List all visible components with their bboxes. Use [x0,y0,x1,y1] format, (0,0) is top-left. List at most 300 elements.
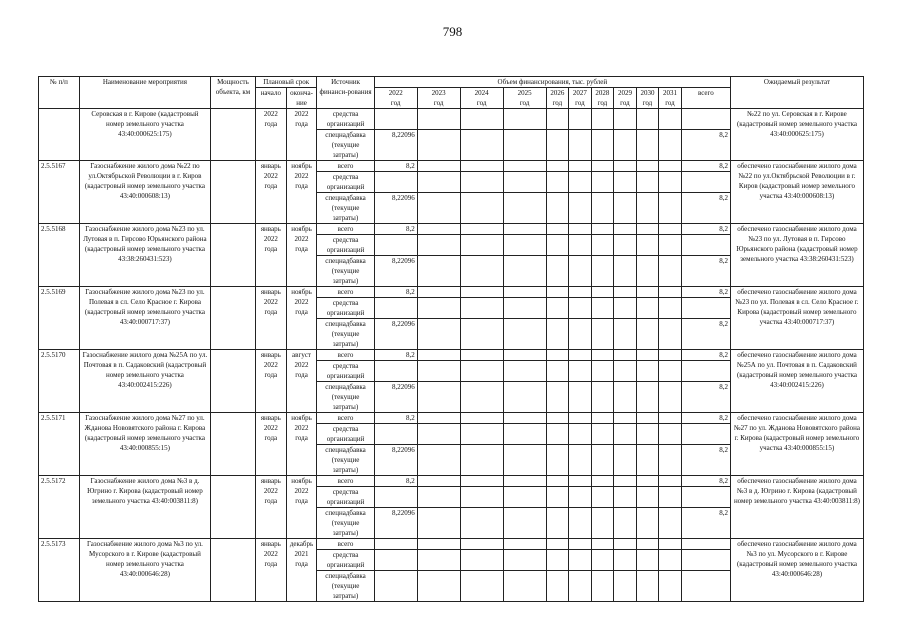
value-empty [503,235,546,256]
value-empty [503,130,546,161]
value-empty [546,298,569,319]
table-row [39,413,864,424]
value-empty [569,298,592,319]
value-empty [417,550,460,571]
value-empty [569,487,592,508]
value-total: 8,2 [681,224,730,235]
value-empty [659,539,682,550]
value-empty [636,130,659,161]
value-empty [659,172,682,193]
value-empty [503,298,546,319]
header-year-2025: 2025 [503,88,546,99]
row-term-end: декабрь 2021 года [286,539,317,602]
value-empty [591,508,614,539]
value-empty [460,161,503,172]
value-empty [503,550,546,571]
value-empty [659,224,682,235]
value-empty [546,235,569,256]
value-empty [503,413,546,424]
value-empty [546,382,569,413]
header-year-god: год [591,98,614,109]
value-empty [591,445,614,476]
value-empty [569,319,592,350]
header-year-2027: 2027 [569,88,592,99]
value-empty [636,287,659,298]
row-number [39,109,80,161]
value-empty [659,424,682,445]
value-empty [417,172,460,193]
value-2022 [374,424,417,445]
value-empty [636,476,659,487]
table-row [39,224,864,235]
row-source: средства организаций [317,550,374,571]
value-empty [417,256,460,287]
value-empty [503,172,546,193]
row-term-end: август 2022 года [286,350,317,413]
value-empty [659,161,682,172]
header-year-god: год [503,98,546,109]
value-empty [636,161,659,172]
value-empty [546,445,569,476]
value-empty [659,109,682,130]
row-result: обеспечено газоснабжение жилого дома №22 по ул.Октябрьской Революции в г. Киров (кадастровый номер земельного участка 43:40:000608:13) [730,161,863,224]
value-empty [417,287,460,298]
value-empty [591,130,614,161]
row-capacity [210,161,255,224]
value-2022 [374,487,417,508]
value-empty [546,161,569,172]
value-empty [460,193,503,224]
value-empty [614,350,637,361]
header-year-god: год [417,98,460,109]
header-source: Источник финанси-рования [317,77,374,109]
value-2022 [374,172,417,193]
value-empty [503,476,546,487]
value-2022: 8,2 [374,287,417,298]
value-empty [460,172,503,193]
value-2022: 8,2 [374,350,417,361]
value-empty [636,508,659,539]
value-empty [614,319,637,350]
value-empty [417,571,460,602]
table-row [39,161,864,172]
value-2022: 8,22096 [374,508,417,539]
value-empty [591,172,614,193]
value-empty [569,172,592,193]
value-empty [569,193,592,224]
value-empty [614,235,637,256]
value-empty [460,256,503,287]
value-total [681,550,730,571]
header-year-2026: 2026 [546,88,569,99]
value-empty [460,109,503,130]
value-total [681,235,730,256]
value-2022 [374,361,417,382]
row-source: всего [317,539,374,550]
value-empty [460,508,503,539]
row-term-end: ноябрь 2022 года [286,224,317,287]
value-empty [614,508,637,539]
value-empty [546,571,569,602]
value-empty [503,361,546,382]
row-name: Серовская в г. Кирове (кадастровый номер земельного участка 43:40:000625:175) [79,109,210,161]
row-term-start: январь 2022 года [255,413,286,476]
value-empty [591,193,614,224]
row-source: всего [317,350,374,361]
value-empty [659,350,682,361]
value-empty [614,361,637,382]
value-empty [460,550,503,571]
value-2022: 8,22096 [374,130,417,161]
value-empty [614,571,637,602]
value-empty [591,350,614,361]
value-total [681,109,730,130]
value-total [681,571,730,602]
row-number: 2.5.5170 [39,350,80,413]
header-year-2023: 2023 [417,88,460,99]
row-source: средства организаций [317,361,374,382]
row-result: обеспечено газоснабжение жилого дома №23 по ул. Лутовая в п. Гирсово Юрьянского района (кадастровый номер земельного участка 43:38:260431:523) [730,224,863,287]
value-empty [659,550,682,571]
row-number: 2.5.5169 [39,287,80,350]
value-empty [546,476,569,487]
value-2022 [374,571,417,602]
value-empty [460,130,503,161]
header-term: Плановый срок [255,77,316,88]
value-empty [569,256,592,287]
header-no: № п/п [39,77,80,109]
row-number: 2.5.5167 [39,161,80,224]
row-term-end: ноябрь 2022 года [286,287,317,350]
value-empty [460,413,503,424]
row-term-end: ноябрь 2022 года [286,476,317,539]
value-empty [659,193,682,224]
row-source: спецнадбавка (текущие затраты) [317,508,374,539]
row-result: обеспечено газоснабжение жилого дома №27 по ул. Жданова Нововятского района г. Кирова (кадастровый номер земельного участка 43:40:000855:15) [730,413,863,476]
value-total: 8,2 [681,161,730,172]
value-empty [614,550,637,571]
value-empty [614,224,637,235]
row-number: 2.5.5172 [39,476,80,539]
row-source: средства организаций [317,235,374,256]
value-2022: 8,22096 [374,445,417,476]
value-empty [569,476,592,487]
header-year-god: год [659,98,682,109]
value-empty [636,193,659,224]
row-name: Газоснабжение жилого дома №3 по ул. Мусорского в г. Кирове (кадастровый номер земельного участка 43:40:000646:28) [79,539,210,602]
value-empty [546,487,569,508]
value-empty [460,319,503,350]
value-empty [636,487,659,508]
row-term-end: ноябрь 2022 года [286,413,317,476]
value-empty [659,382,682,413]
value-empty [546,550,569,571]
row-result: обеспечено газоснабжение жилого дома №3 по ул. Мусорского в г. Кирове (кадастровый номер земельного участка 43:40:000646:28) [730,539,863,602]
row-source: всего [317,476,374,487]
value-empty [591,256,614,287]
value-empty [591,287,614,298]
value-empty [591,319,614,350]
value-2022: 8,2 [374,161,417,172]
row-source: средства организаций [317,109,374,130]
value-empty [546,508,569,539]
value-2022: 8,22096 [374,382,417,413]
value-2022: 8,2 [374,476,417,487]
value-empty [569,130,592,161]
value-empty [503,287,546,298]
header-term-end: оконча-ние [286,88,317,109]
financing-table [38,76,864,602]
value-empty [546,413,569,424]
header-name: Наименование мероприятия [79,77,210,109]
row-term-start: январь 2022 года [255,287,286,350]
value-empty [546,424,569,445]
value-empty [569,571,592,602]
value-empty [546,256,569,287]
value-empty [636,361,659,382]
value-empty [591,539,614,550]
row-result: обеспечено газоснабжение жилого дома №23 по ул. Полевая в сл. Село Красное г. Кирова (кадастровый номер земельного участка 43:40:000717:37) [730,287,863,350]
value-empty [503,224,546,235]
row-source: всего [317,413,374,424]
value-empty [460,487,503,508]
value-empty [591,224,614,235]
value-empty [614,172,637,193]
row-number: 2.5.5171 [39,413,80,476]
table-row [39,109,864,130]
value-empty [569,382,592,413]
value-empty [636,382,659,413]
value-empty [503,539,546,550]
value-empty [460,298,503,319]
value-empty [417,130,460,161]
value-2022 [374,235,417,256]
value-empty [614,476,637,487]
value-empty [417,161,460,172]
value-empty [460,571,503,602]
value-empty [659,361,682,382]
row-source: средства организаций [317,172,374,193]
header-capacity: Мощность объекта, км [210,77,255,109]
row-term-start: январь 2022 года [255,539,286,602]
value-empty [636,256,659,287]
header-volume: Объем финансирования, тыс. рублей [374,77,730,88]
value-empty [569,508,592,539]
value-2022 [374,550,417,571]
row-result: обеспечено газоснабжение жилого дома №25А по ул. Почтовая в п. Садаковский (кадастровый номер земельного участка 43:40:002415:226) [730,350,863,413]
value-empty [614,193,637,224]
value-total: 8,2 [681,508,730,539]
value-empty [659,287,682,298]
value-2022 [374,109,417,130]
value-empty [417,361,460,382]
row-term-start: январь 2022 года [255,350,286,413]
row-term-start: январь 2022 года [255,161,286,224]
header-year-2030: 2030 [636,88,659,99]
value-empty [591,361,614,382]
value-empty [460,361,503,382]
value-empty [417,508,460,539]
value-total [681,424,730,445]
value-2022 [374,298,417,319]
row-capacity [210,287,255,350]
row-source: всего [317,287,374,298]
value-empty [569,109,592,130]
value-empty [503,508,546,539]
row-source: спецнадбавка (текущие затраты) [317,571,374,602]
value-empty [591,109,614,130]
value-empty [591,382,614,413]
row-number: 2.5.5168 [39,224,80,287]
value-empty [591,413,614,424]
value-empty [503,109,546,130]
row-source: средства организаций [317,298,374,319]
row-name: Газоснабжение жилого дома №25А по ул. Почтовая в п. Садаковский (кадастровый номер земельного участка 43:40:002415:226) [79,350,210,413]
value-empty [546,539,569,550]
row-capacity [210,539,255,602]
row-source: спецнадбавка (текущие затраты) [317,319,374,350]
value-empty [460,382,503,413]
row-capacity [210,109,255,161]
value-empty [503,193,546,224]
value-empty [614,130,637,161]
value-empty [503,319,546,350]
row-source: спецнадбавка (текущие затраты) [317,193,374,224]
row-capacity [210,476,255,539]
header-term-start: начало [255,88,286,109]
value-empty [546,109,569,130]
value-total [681,539,730,550]
value-empty [417,319,460,350]
value-empty [659,298,682,319]
value-empty [591,161,614,172]
value-empty [636,235,659,256]
value-total: 8,2 [681,413,730,424]
row-number: 2.5.5173 [39,539,80,602]
value-empty [417,193,460,224]
row-name: Газоснабжение жилого дома №3 в д. Югрино г. Кирова (кадастровый номер земельного участка 43:40:003811:8) [79,476,210,539]
value-total: 8,2 [681,445,730,476]
value-empty [546,350,569,361]
value-empty [417,539,460,550]
value-empty [614,539,637,550]
row-source: спецнадбавка (текущие затраты) [317,445,374,476]
value-empty [659,508,682,539]
value-empty [569,424,592,445]
value-empty [460,424,503,445]
value-empty [659,476,682,487]
value-empty [636,172,659,193]
value-empty [569,445,592,476]
row-term-end: ноябрь 2022 года [286,161,317,224]
value-empty [546,287,569,298]
value-2022: 8,22096 [374,319,417,350]
value-empty [636,109,659,130]
value-empty [636,445,659,476]
value-empty [659,235,682,256]
value-empty [417,424,460,445]
value-empty [460,445,503,476]
value-empty [546,130,569,161]
value-empty [659,487,682,508]
value-empty [569,361,592,382]
value-empty [659,571,682,602]
value-empty [460,224,503,235]
value-empty [636,550,659,571]
header-year-god: год [374,98,417,109]
row-source: спецнадбавка (текущие затраты) [317,130,374,161]
value-empty [546,361,569,382]
row-source: всего [317,161,374,172]
value-empty [417,413,460,424]
value-2022: 8,22096 [374,193,417,224]
value-empty [591,424,614,445]
header-year-god: год [569,98,592,109]
value-total: 8,2 [681,130,730,161]
value-empty [659,256,682,287]
financing-table-wrapper [38,76,864,602]
value-2022 [374,539,417,550]
value-empty [614,424,637,445]
row-name: Газоснабжение жилого дома №22 по ул.Октябрьской Революции в г. Киров (кадастровый номер земельного участка 43:40:000608:13) [79,161,210,224]
value-empty [614,382,637,413]
value-total: 8,2 [681,256,730,287]
row-term-end: 2022 года [286,109,317,161]
value-total [681,172,730,193]
value-empty [417,224,460,235]
value-empty [460,235,503,256]
header-year-2022: 2022 [374,88,417,99]
value-empty [614,109,637,130]
value-2022: 8,2 [374,224,417,235]
value-empty [503,445,546,476]
table-header [39,77,864,109]
row-term-start: январь 2022 года [255,476,286,539]
value-2022: 8,22096 [374,256,417,287]
value-empty [614,445,637,476]
header-year-2024: 2024 [460,88,503,99]
value-empty [591,235,614,256]
table-row [39,539,864,550]
value-empty [636,413,659,424]
value-empty [636,571,659,602]
header-total: всего [681,88,730,109]
value-total: 8,2 [681,476,730,487]
value-empty [591,487,614,508]
row-source: средства организаций [317,424,374,445]
value-total: 8,2 [681,287,730,298]
row-result: обеспечено газоснабжение жилого дома №3 в д. Югрино г. Кирова (кадастровый номер земельного участка 43:40:003811:8) [730,476,863,539]
value-empty [659,130,682,161]
header-year-god: год [636,98,659,109]
value-empty [503,487,546,508]
value-empty [503,382,546,413]
value-empty [636,224,659,235]
value-empty [546,172,569,193]
row-name: Газоснабжение жилого дома №23 по ул. Полевая в сл. Село Красное г. Кирова (кадастровый номер земельного участка 43:40:000717:37) [79,287,210,350]
value-total: 8,2 [681,382,730,413]
value-empty [460,476,503,487]
value-empty [636,319,659,350]
value-empty [569,350,592,361]
value-empty [591,476,614,487]
value-empty [546,319,569,350]
row-source: средства организаций [317,487,374,508]
value-empty [591,571,614,602]
header-year-2028: 2028 [591,88,614,99]
value-empty [569,550,592,571]
value-total: 8,2 [681,193,730,224]
